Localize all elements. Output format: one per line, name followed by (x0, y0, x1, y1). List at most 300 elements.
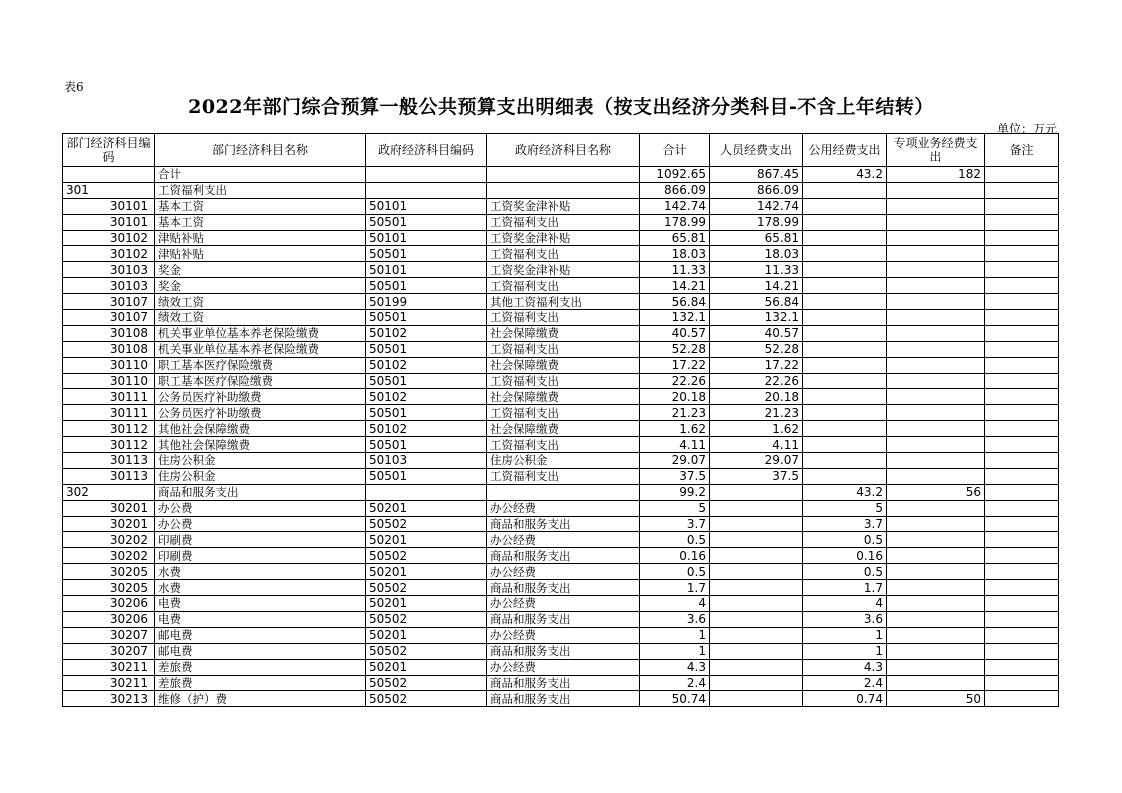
cell-personnel: 37.5 (710, 468, 803, 484)
table-row (63, 437, 1059, 453)
cell-special (887, 230, 985, 246)
cell-gov-code (366, 484, 487, 500)
cell-public (803, 341, 887, 357)
cell-dept-name: 办公费 (155, 500, 366, 516)
cell-dept-name: 住房公积金 (155, 468, 366, 484)
cell-total: 1.62 (640, 421, 710, 437)
table-row (63, 325, 1059, 341)
cell-public (803, 421, 887, 437)
cell-special: 56 (887, 484, 985, 500)
cell-remark (985, 246, 1059, 262)
cell-gov-code: 50102 (366, 389, 487, 405)
cell-personnel: 22.26 (710, 373, 803, 389)
table-row (63, 627, 1059, 643)
cell-dept-code: 30101 (63, 198, 155, 214)
cell-personnel (710, 659, 803, 675)
cell-total: 142.74 (640, 198, 710, 214)
cell-personnel: 14.21 (710, 278, 803, 294)
cell-gov-code: 50102 (366, 357, 487, 373)
cell-dept-code: 302 (63, 484, 155, 500)
cell-public: 1 (803, 643, 887, 659)
cell-personnel (710, 548, 803, 564)
cell-remark (985, 564, 1059, 580)
cell-dept-code: 30201 (63, 500, 155, 516)
cell-personnel (710, 532, 803, 548)
cell-total: 3.6 (640, 611, 710, 627)
cell-dept-name: 机关事业单位基本养老保险缴费 (155, 325, 366, 341)
cell-dept-code: 30111 (63, 389, 155, 405)
table-row (63, 421, 1059, 437)
cell-special (887, 198, 985, 214)
cell-total: 22.26 (640, 373, 710, 389)
table-row (63, 468, 1059, 484)
cell-special (887, 246, 985, 262)
cell-public: 0.74 (803, 691, 887, 707)
cell-remark (985, 167, 1059, 183)
cell-remark (985, 262, 1059, 278)
cell-total: 132.1 (640, 310, 710, 326)
table-body (63, 167, 1059, 707)
cell-remark (985, 294, 1059, 310)
cell-personnel (710, 675, 803, 691)
cell-special (887, 373, 985, 389)
cell-special (887, 341, 985, 357)
cell-public (803, 230, 887, 246)
cell-special: 50 (887, 691, 985, 707)
cell-gov-code: 50101 (366, 198, 487, 214)
cell-personnel (710, 484, 803, 500)
cell-total: 4.11 (640, 437, 710, 453)
cell-total: 5 (640, 500, 710, 516)
cell-total: 17.22 (640, 357, 710, 373)
cell-total: 20.18 (640, 389, 710, 405)
cell-public: 0.16 (803, 548, 887, 564)
cell-personnel: 18.03 (710, 246, 803, 262)
cell-gov-code: 50502 (366, 516, 487, 532)
cell-special (887, 405, 985, 421)
cell-dept-name: 机关事业单位基本养老保险缴费 (155, 341, 366, 357)
table-row (63, 278, 1059, 294)
cell-remark (985, 468, 1059, 484)
cell-special (887, 437, 985, 453)
table-row (63, 453, 1059, 469)
cell-public: 2.4 (803, 675, 887, 691)
cell-gov-name: 商品和服务支出 (487, 611, 640, 627)
cell-remark (985, 214, 1059, 230)
header-personnel: 人员经费支出 (710, 134, 803, 167)
cell-dept-name: 绩效工资 (155, 310, 366, 326)
table-row (63, 389, 1059, 405)
cell-dept-code: 30107 (63, 294, 155, 310)
cell-gov-name: 商品和服务支出 (487, 691, 640, 707)
cell-dept-code (63, 167, 155, 183)
cell-dept-code: 30206 (63, 611, 155, 627)
cell-personnel: 52.28 (710, 341, 803, 357)
cell-special (887, 310, 985, 326)
cell-dept-name: 津贴补贴 (155, 246, 366, 262)
cell-dept-name: 印刷费 (155, 532, 366, 548)
cell-dept-code: 30202 (63, 548, 155, 564)
cell-public: 5 (803, 500, 887, 516)
cell-gov-name: 工资福利支出 (487, 437, 640, 453)
table-row (63, 294, 1059, 310)
cell-gov-name (487, 167, 640, 183)
table-row (63, 214, 1059, 230)
cell-gov-name: 商品和服务支出 (487, 675, 640, 691)
cell-gov-name: 社会保障缴费 (487, 421, 640, 437)
cell-gov-name: 工资福利支出 (487, 373, 640, 389)
header-gov-name: 政府经济科目名称 (487, 134, 640, 167)
header-public: 公用经费支出 (803, 134, 887, 167)
cell-remark (985, 643, 1059, 659)
cell-personnel (710, 564, 803, 580)
cell-special (887, 500, 985, 516)
table-row (63, 500, 1059, 516)
cell-gov-code: 50201 (366, 564, 487, 580)
cell-remark (985, 453, 1059, 469)
header-remark: 备注 (985, 134, 1059, 167)
cell-dept-code: 30112 (63, 437, 155, 453)
cell-personnel: 866.09 (710, 182, 803, 198)
cell-personnel: 40.57 (710, 325, 803, 341)
cell-dept-code: 30112 (63, 421, 155, 437)
cell-gov-code: 50102 (366, 325, 487, 341)
cell-dept-name: 绩效工资 (155, 294, 366, 310)
table-row (63, 691, 1059, 707)
cell-total: 11.33 (640, 262, 710, 278)
cell-gov-name: 工资福利支出 (487, 405, 640, 421)
cell-dept-name: 职工基本医疗保险缴费 (155, 373, 366, 389)
cell-dept-code: 30211 (63, 659, 155, 675)
cell-special (887, 421, 985, 437)
cell-total: 56.84 (640, 294, 710, 310)
cell-personnel: 20.18 (710, 389, 803, 405)
cell-personnel: 178.99 (710, 214, 803, 230)
cell-gov-code: 50101 (366, 262, 487, 278)
cell-dept-code: 30113 (63, 468, 155, 484)
cell-special (887, 548, 985, 564)
cell-gov-code: 50102 (366, 421, 487, 437)
cell-total: 99.2 (640, 484, 710, 500)
cell-gov-name: 商品和服务支出 (487, 643, 640, 659)
cell-public (803, 294, 887, 310)
cell-gov-code: 50201 (366, 659, 487, 675)
cell-special (887, 627, 985, 643)
cell-gov-name: 商品和服务支出 (487, 516, 640, 532)
cell-total: 21.23 (640, 405, 710, 421)
cell-public (803, 437, 887, 453)
cell-dept-name: 差旅费 (155, 675, 366, 691)
cell-remark (985, 611, 1059, 627)
cell-personnel (710, 580, 803, 596)
cell-personnel: 132.1 (710, 310, 803, 326)
cell-total: 52.28 (640, 341, 710, 357)
cell-total: 1092.65 (640, 167, 710, 183)
cell-public: 4 (803, 596, 887, 612)
table-row (63, 675, 1059, 691)
cell-personnel: 29.07 (710, 453, 803, 469)
cell-gov-code: 50103 (366, 453, 487, 469)
table-row (63, 230, 1059, 246)
cell-dept-name: 办公费 (155, 516, 366, 532)
table-row (63, 373, 1059, 389)
cell-total: 178.99 (640, 214, 710, 230)
cell-gov-code: 50201 (366, 532, 487, 548)
table-row (63, 659, 1059, 675)
cell-dept-name: 奖金 (155, 262, 366, 278)
cell-dept-code: 30207 (63, 627, 155, 643)
cell-gov-name: 办公经费 (487, 564, 640, 580)
cell-total: 18.03 (640, 246, 710, 262)
cell-public: 43.2 (803, 484, 887, 500)
cell-personnel: 17.22 (710, 357, 803, 373)
cell-dept-code: 30211 (63, 675, 155, 691)
cell-gov-code: 50201 (366, 596, 487, 612)
cell-dept-code: 30110 (63, 373, 155, 389)
cell-gov-name: 社会保障缴费 (487, 325, 640, 341)
cell-remark (985, 182, 1059, 198)
cell-dept-name: 印刷费 (155, 548, 366, 564)
cell-remark (985, 437, 1059, 453)
cell-special (887, 262, 985, 278)
cell-remark (985, 532, 1059, 548)
cell-gov-name: 住房公积金 (487, 453, 640, 469)
cell-public (803, 453, 887, 469)
cell-dept-name: 水费 (155, 564, 366, 580)
cell-dept-code: 30205 (63, 564, 155, 580)
table-row (63, 167, 1059, 183)
cell-gov-code (366, 167, 487, 183)
cell-public (803, 389, 887, 405)
cell-public (803, 405, 887, 421)
table-row (63, 564, 1059, 580)
header-total: 合计 (640, 134, 710, 167)
cell-dept-code: 301 (63, 182, 155, 198)
cell-gov-code: 50501 (366, 310, 487, 326)
cell-personnel: 11.33 (710, 262, 803, 278)
cell-remark (985, 500, 1059, 516)
cell-remark (985, 548, 1059, 564)
cell-public: 43.2 (803, 167, 887, 183)
cell-gov-code: 50502 (366, 675, 487, 691)
table-row (63, 532, 1059, 548)
cell-personnel (710, 596, 803, 612)
table-row (63, 357, 1059, 373)
cell-total: 65.81 (640, 230, 710, 246)
cell-dept-code: 30205 (63, 580, 155, 596)
cell-public: 1 (803, 627, 887, 643)
cell-remark (985, 580, 1059, 596)
cell-remark (985, 389, 1059, 405)
cell-personnel: 1.62 (710, 421, 803, 437)
cell-remark (985, 373, 1059, 389)
cell-gov-code: 50502 (366, 611, 487, 627)
cell-remark (985, 691, 1059, 707)
cell-gov-code: 50501 (366, 278, 487, 294)
cell-total: 2.4 (640, 675, 710, 691)
cell-gov-code: 50502 (366, 580, 487, 596)
cell-gov-name (487, 484, 640, 500)
cell-dept-code: 30103 (63, 278, 155, 294)
cell-public: 1.7 (803, 580, 887, 596)
cell-remark (985, 198, 1059, 214)
cell-public (803, 325, 887, 341)
cell-gov-name: 社会保障缴费 (487, 357, 640, 373)
cell-gov-code: 50201 (366, 500, 487, 516)
cell-special (887, 389, 985, 405)
cell-personnel: 867.45 (710, 167, 803, 183)
cell-personnel (710, 500, 803, 516)
cell-total: 29.07 (640, 453, 710, 469)
cell-total: 1 (640, 627, 710, 643)
table-row (63, 580, 1059, 596)
cell-total: 1 (640, 643, 710, 659)
cell-dept-name: 其他社会保障缴费 (155, 421, 366, 437)
cell-public (803, 373, 887, 389)
cell-special (887, 643, 985, 659)
cell-dept-name: 基本工资 (155, 214, 366, 230)
cell-gov-name: 工资奖金津补贴 (487, 262, 640, 278)
cell-dept-code: 30207 (63, 643, 155, 659)
cell-dept-code: 30202 (63, 532, 155, 548)
cell-total: 3.7 (640, 516, 710, 532)
cell-dept-name: 公务员医疗补助缴费 (155, 405, 366, 421)
cell-dept-name: 电费 (155, 611, 366, 627)
table-row (63, 484, 1059, 500)
cell-dept-name: 电费 (155, 596, 366, 612)
cell-public (803, 357, 887, 373)
cell-public: 3.6 (803, 611, 887, 627)
cell-remark (985, 341, 1059, 357)
table-number: 表6 (64, 80, 84, 94)
table-row (63, 262, 1059, 278)
cell-dept-code: 30103 (63, 262, 155, 278)
cell-special (887, 182, 985, 198)
cell-total: 1.7 (640, 580, 710, 596)
cell-remark (985, 421, 1059, 437)
cell-special: 182 (887, 167, 985, 183)
cell-dept-name: 水费 (155, 580, 366, 596)
cell-personnel: 4.11 (710, 437, 803, 453)
cell-dept-name: 工资福利支出 (155, 182, 366, 198)
cell-gov-name: 工资福利支出 (487, 341, 640, 357)
cell-special (887, 675, 985, 691)
cell-special (887, 325, 985, 341)
cell-gov-name: 社会保障缴费 (487, 389, 640, 405)
unit-label: 单位：万元 (996, 122, 1057, 136)
cell-special (887, 564, 985, 580)
cell-personnel: 56.84 (710, 294, 803, 310)
cell-remark (985, 627, 1059, 643)
header-row (63, 134, 1059, 167)
cell-remark (985, 484, 1059, 500)
cell-special (887, 357, 985, 373)
header-dept-code: 部门经济科目编码 (63, 134, 155, 167)
cell-dept-name: 维修（护）费 (155, 691, 366, 707)
cell-dept-name: 基本工资 (155, 198, 366, 214)
cell-remark (985, 325, 1059, 341)
cell-public: 0.5 (803, 532, 887, 548)
cell-dept-code: 30108 (63, 341, 155, 357)
cell-dept-name: 其他社会保障缴费 (155, 437, 366, 453)
cell-gov-code: 50101 (366, 230, 487, 246)
cell-remark (985, 310, 1059, 326)
cell-total: 0.5 (640, 564, 710, 580)
table-row (63, 310, 1059, 326)
cell-gov-code: 50501 (366, 405, 487, 421)
cell-dept-code: 30101 (63, 214, 155, 230)
table-row (63, 596, 1059, 612)
cell-dept-code: 30107 (63, 310, 155, 326)
cell-gov-code: 50501 (366, 437, 487, 453)
cell-dept-name: 津贴补贴 (155, 230, 366, 246)
cell-dept-name: 合计 (155, 167, 366, 183)
cell-gov-name: 工资福利支出 (487, 278, 640, 294)
cell-public (803, 198, 887, 214)
cell-dept-name: 差旅费 (155, 659, 366, 675)
cell-remark (985, 516, 1059, 532)
header-gov-code: 政府经济科目编码 (366, 134, 487, 167)
cell-gov-name: 工资奖金津补贴 (487, 198, 640, 214)
cell-total: 0.5 (640, 532, 710, 548)
cell-dept-name: 住房公积金 (155, 453, 366, 469)
cell-special (887, 468, 985, 484)
cell-personnel: 142.74 (710, 198, 803, 214)
cell-gov-name: 办公经费 (487, 532, 640, 548)
cell-dept-code: 30102 (63, 246, 155, 262)
cell-gov-name: 工资福利支出 (487, 468, 640, 484)
cell-dept-code: 30111 (63, 405, 155, 421)
header-dept-name: 部门经济科目名称 (155, 134, 366, 167)
cell-personnel (710, 516, 803, 532)
cell-public (803, 246, 887, 262)
page-title: 2022年部门综合预算一般公共预算支出明细表（按支出经济分类科目-不含上年结转） (188, 96, 934, 118)
header-special: 专项业务经费支出 (887, 134, 985, 167)
cell-total: 37.5 (640, 468, 710, 484)
cell-remark (985, 675, 1059, 691)
cell-gov-code: 50501 (366, 341, 487, 357)
table-row (63, 548, 1059, 564)
cell-public (803, 310, 887, 326)
cell-gov-code: 50501 (366, 468, 487, 484)
cell-special (887, 453, 985, 469)
cell-public: 0.5 (803, 564, 887, 580)
cell-dept-name: 商品和服务支出 (155, 484, 366, 500)
cell-dept-code: 30201 (63, 516, 155, 532)
cell-gov-code: 50201 (366, 627, 487, 643)
cell-public: 3.7 (803, 516, 887, 532)
cell-public (803, 262, 887, 278)
cell-special (887, 516, 985, 532)
cell-gov-code (366, 182, 487, 198)
budget-table (62, 133, 1059, 707)
cell-remark (985, 596, 1059, 612)
cell-dept-code: 30206 (63, 596, 155, 612)
cell-dept-code: 30213 (63, 691, 155, 707)
cell-special (887, 580, 985, 596)
cell-special (887, 532, 985, 548)
cell-public (803, 468, 887, 484)
cell-dept-name: 职工基本医疗保险缴费 (155, 357, 366, 373)
cell-gov-code: 50502 (366, 548, 487, 564)
cell-special (887, 611, 985, 627)
cell-personnel (710, 627, 803, 643)
cell-public: 4.3 (803, 659, 887, 675)
cell-personnel: 65.81 (710, 230, 803, 246)
cell-dept-code: 30110 (63, 357, 155, 373)
cell-public (803, 214, 887, 230)
table-row (63, 182, 1059, 198)
